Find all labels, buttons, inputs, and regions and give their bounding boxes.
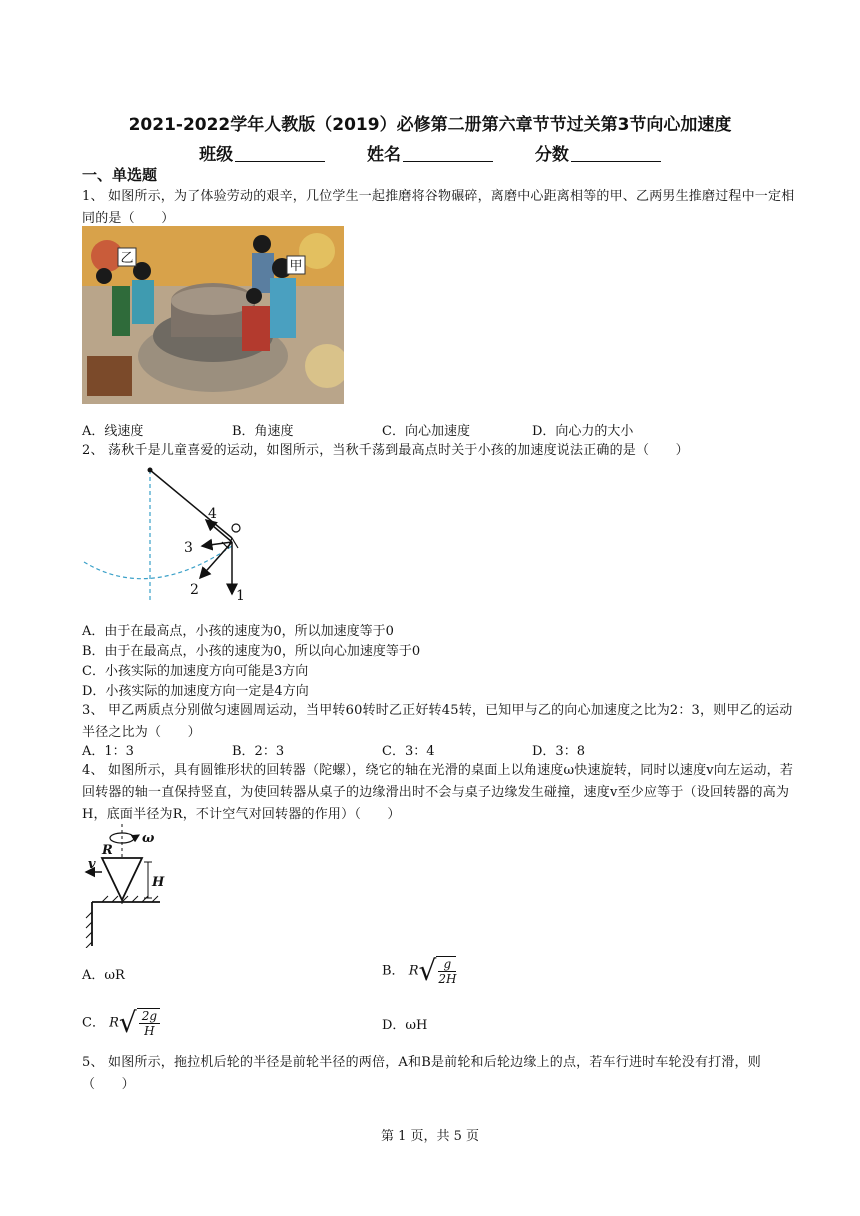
question-5-text: 5、 如图所示，拖拉机后轮的半径是前轮半径的两倍，A和B是前轮和后轮边缘上的点，若车行进时车轮没有打滑，则（ ）: [82, 1055, 761, 1092]
sqrt-icon: √: [118, 1006, 137, 1039]
q1-option-c[interactable]: C．向心加速度: [382, 424, 470, 439]
q4-option-c-coef: R: [109, 1015, 119, 1031]
class-label: 班级: [199, 145, 234, 165]
arrow-label-2: 2: [190, 582, 199, 598]
velocity-label: v: [88, 857, 96, 872]
q2-option-c[interactable]: C．小孩实际的加速度方向可能是3方向: [82, 664, 309, 679]
q4-option-b-coef: R: [408, 963, 419, 979]
question-2-text: 2、 荡秋千是儿童喜爱的运动，如图所示，当秋千荡到最高点时关于小孩的加速度说法正确的是（ ）: [82, 443, 689, 458]
q4-option-c[interactable]: [82, 1008, 160, 1038]
swing-diagram: [82, 462, 262, 610]
q3-option-d[interactable]: D．3：8: [532, 744, 585, 759]
score-blank: [571, 145, 661, 162]
section-heading: 一、单选题: [82, 166, 158, 184]
arrow-label-4: 4: [208, 506, 217, 522]
page-title: 2021-2022学年人教版（2019）必修第二册第六章节节过关第3节向心加速度: [128, 115, 732, 135]
q1-option-a[interactable]: A．线速度: [82, 424, 144, 439]
sqrt-icon: √: [418, 954, 437, 987]
height-label: H: [152, 875, 165, 890]
q1-option-b[interactable]: B．角速度: [232, 424, 294, 439]
student-info-fields: [0, 140, 860, 165]
q4-option-c-prefix: C．: [82, 1015, 105, 1031]
q4-option-b-prefix: B．: [382, 963, 405, 979]
label-yi: 乙: [120, 251, 134, 266]
q4-option-b[interactable]: [382, 956, 456, 986]
q3-option-a[interactable]: A．1：3: [82, 744, 134, 759]
millstone-illustration: [82, 226, 344, 404]
q2-option-b[interactable]: B．由于在最高点，小孩的速度为0，所以向心加速度等于0: [82, 644, 421, 659]
q4-option-c-den: H: [144, 1024, 155, 1038]
q2-option-a[interactable]: A．由于在最高点，小孩的速度为0，所以加速度等于0: [82, 624, 394, 639]
question-1-text: 1、 如图所示，为了体验劳动的艰辛，几位学生一起推磨将谷物碾碎，离磨中心距离相等的甲、乙两男生推磨过程中一定相同的是（ ）: [82, 189, 795, 226]
class-blank: [235, 145, 325, 162]
q4-option-a[interactable]: A．ωR: [82, 968, 125, 983]
q4-option-b-num: g: [438, 957, 456, 972]
q3-option-b[interactable]: B．2：3: [232, 744, 285, 759]
name-label: 姓名: [367, 145, 401, 165]
q4-option-b-den: 2H: [438, 972, 457, 986]
q3-option-c[interactable]: C．3：4: [382, 744, 435, 759]
score-label: 分数: [534, 145, 569, 165]
radius-label: R: [102, 843, 113, 858]
q4-option-d[interactable]: D．ωH: [382, 1018, 428, 1033]
page-footer: 第 1 页，共 5 页: [380, 1129, 480, 1144]
q2-option-d[interactable]: D．小孩实际的加速度方向一定是4方向: [82, 684, 309, 699]
question-4-text: 4、 如图所示，具有圆锥形状的回转器（陀螺），绕它的轴在光滑的桌面上以角速度ω快速旋转，同时以速度v向左运动，若回转器的轴一直保持竖直，为使回转器从桌子的边缘滑出时不会与桌子边缘发生碰撞，速度v至少应等于（设回转器的高为H，底面半径为R，不计空气对回转器的作用）（ ）: [82, 763, 794, 822]
q4-option-c-num: 2g: [139, 1009, 160, 1024]
q1-option-d[interactable]: D．向心力的大小: [532, 424, 634, 439]
class-field: [199, 140, 325, 165]
score-field: [535, 140, 661, 165]
label-jia: 甲: [289, 259, 303, 274]
omega-label: ω: [142, 831, 155, 846]
question-3-text: 3、 甲乙两质点分别做匀速圆周运动，当甲转60转时乙正好转45转，已知甲与乙的向心加速度之比为2：3，则甲乙的运动半径之比为（ ）: [82, 703, 793, 740]
arrow-label-1: 1: [236, 588, 245, 604]
name-blank: [403, 145, 493, 162]
name-field: [367, 140, 493, 165]
arrow-label-3: 3: [184, 540, 193, 556]
spinning-top-diagram: [82, 824, 202, 948]
